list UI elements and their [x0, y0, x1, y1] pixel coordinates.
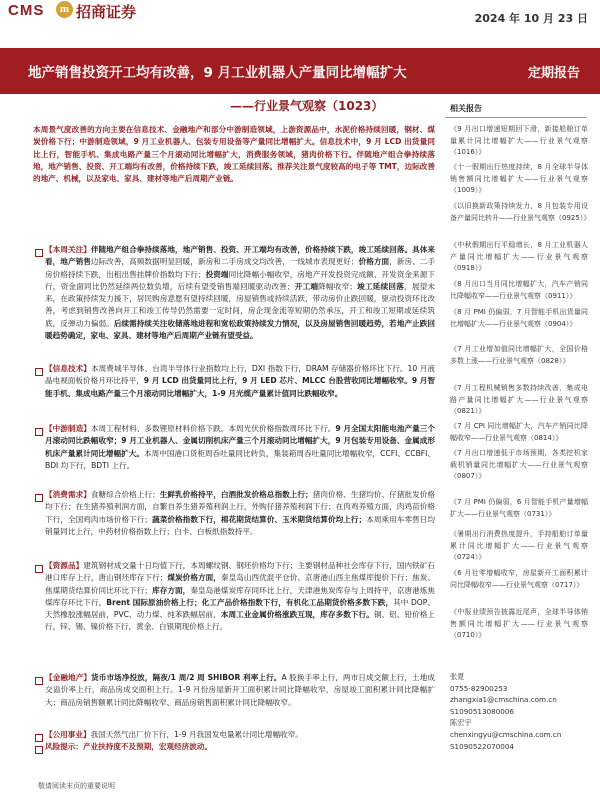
- section-text: 我国天然气出厂价下行，1-9 月我国发电量累计同比增幅收窄。: [90, 730, 303, 739]
- section-text: 猪肉价格、生猪均价、仔猪批发价格均下行；在生猪养殖利润方面，自繁自养生猪养殖利润上行，外购仔猪养殖利润下行；在肉鸡养殖方面，肉鸡苗价格下行，全国鸡肉市场价格下行；: [45, 490, 436, 524]
- summary-paragraph: 本周景气度改善的方向主要在信息技术、金融地产和部分中游制造领域，上游资源品中，水泥价格持续回暖，钢材、煤炭价格下行；中游制造领域，9 月工业机器人、包装专用设备等产量同比增幅扩大。信息技术中，9 月 LCD 出货量同比上行，智能手机、集成电路产量三个月滚动同比增幅扩大，消费服务领域，猪肉价格下行。伴随地产组合拳持续落地，地产销售、投资、开工端均有改善，价格持续下跌，竣工延续回落。推荐关注景气度较高的电子等 TMT，边际改善的地产、机械，以及家电、家具、建材等地产后周期产业链。: [33, 125, 435, 184]
- section-text: 降幅收窄；: [318, 281, 357, 291]
- section-emphasis: 开工端: [294, 281, 319, 291]
- section-text: 本周费城半导体、台湾半导体行业指数均上行，DXI 指数下行，DRAM 存储器价格环比下行。10 月液晶电视面板价格月环比持平，: [45, 364, 435, 386]
- section-text: 本周乘用车零售日均销量同比上行，中药材价格指数上行；白卡、白板纸指数持平。: [45, 514, 436, 536]
- section-focus: [33, 244, 435, 342]
- logo-mark-icon: m: [56, 1, 73, 18]
- section-text: ，新房、二手房价格持续下跌，出租出售挂牌价指数均下行；: [45, 257, 436, 279]
- related-reports-heading: 相关报告: [450, 104, 482, 113]
- section-emphasis: 9 月 LCD 出货量同比上行，9 月 LED 芯片、MLCC 台股营收同比增幅收窄。9 月智能手机、集成电路产量三个月滚动同比增幅扩大，1-9 月光缆产量累计值同比跌幅收窄。: [45, 376, 435, 398]
- section-text: 本周工程材料、多数锂原材料价格下跌。本周光伏价格指数周环比下行。: [90, 424, 336, 433]
- section-text: 秦皇岛港煤炭库存同环比上行，天津港焦炭库存与上周持平，京唐港炼焦煤库存环比下行，: [45, 585, 436, 607]
- analyst-phone: 0755-82900253: [450, 683, 508, 693]
- section-emphasis: 货币市场净投放，隔夜/1 周/2 周 SHIBOR 利率上行。: [91, 673, 282, 682]
- section-tag: 【消费需求】: [45, 490, 91, 499]
- report-title: 地产销售投资开工均有改善，9 月工业机器人产量同比增幅扩大: [28, 65, 407, 81]
- section-emphasis: 价格方面: [358, 257, 390, 267]
- related-report-link[interactable]: 《8 月出口当月同比增幅扩大，汽车产销同比降幅收窄——行业景气观察（0911）》: [450, 280, 588, 300]
- section-consumption: [33, 489, 435, 538]
- section-emphasis: 投资端: [205, 269, 229, 279]
- related-report-link[interactable]: 《7 月 CPI 同比增幅扩大，汽车产销同比降幅收窄——行业景气观察（0814）》: [450, 422, 588, 442]
- section-text: 其中 DOP、天然橡胶涨幅居前，PVC、动力煤、纯苯跌幅居前，: [45, 597, 436, 620]
- section-tag: 【金融地产】: [45, 673, 92, 682]
- analyst-name: 陈宏宇: [450, 718, 472, 728]
- analyst-email[interactable]: chenxingyu@cmschina.com.cn: [450, 729, 562, 739]
- related-report-link[interactable]: 《7 月 PMI 仍偏弱，6 月智能手机产量增幅扩大——行业景气观察（0731）》: [450, 498, 588, 518]
- section-emphasis: 竣工延续回落: [356, 281, 405, 291]
- section-midstream: [33, 423, 435, 472]
- risk-text: 产业扶持度不及预期，宏观经济波动。: [82, 742, 213, 751]
- section-emphasis: 生鲜乳价格持平，白酒批发价格总指数上行；: [159, 490, 313, 499]
- section-text: 建筑钢材成交量十日均值下行，本周螺纹钢、钢坯价格均下行；主要钢材品种社会库存下行，国内铁矿石港口库存上行，唐山钢坯库存下行；: [45, 561, 436, 583]
- section-lead: 伴随地产组合拳持续落地，地产销售、投资、开工端均有改善，价格持续下跌，竣工延续回落。具体来看，地产销售: [45, 245, 435, 267]
- section-text: 边际改善，高频数据明显回暖，新房和二手房成交均改善，一线城市表现更好；: [90, 257, 359, 267]
- report-series: ——行业景气观察（1023）: [230, 99, 384, 113]
- section-resources: [33, 560, 435, 634]
- section-tag: 【资源品】: [45, 561, 84, 570]
- section-emphasis: 煤炭价格方面，: [167, 573, 221, 583]
- analyst-license: S1090513080006: [450, 706, 515, 716]
- related-report-link[interactable]: 《9 月出口增速短期回下滑，新接船舶订单量累计同比增幅扩大——行业景气观察（1016）》: [450, 125, 588, 157]
- related-report-link[interactable]: 《7 月工程机械销售多数持续改善，集成电路产量同比增幅扩大——行业景气观察（0821）》: [450, 384, 588, 416]
- section-text: A 股换手率上行，两市日成交额上行，土地成交溢价率上行，商品房成交面积上行。1-9 月份房屋新开工面积累计同比降幅收窄，房屋竣工面积累计同比降幅扩大；商品房销售额累计同比降幅收窄、商品房销售面积累计同比降幅收窄。: [45, 673, 435, 707]
- risk-warning: [33, 741, 435, 753]
- section-emphasis: 9 月全国太阳能电池产量三个月滚动同比跌幅收窄；9 月工业机器人、金属切削机床产量三个月滚动同比增幅扩大，9 月包装专用设备、金属成形机床产量累计同比增幅扩大。: [45, 424, 435, 458]
- section-tag: 【信息技术】: [45, 364, 91, 373]
- section-emphasis: 后续需持续关注收储落地进程和宽松政策持续发力情况，以及房屋销售回暖趋势，若地产止跌回暖趋势确定，家电、家具、建材等地产后周期产业链有望受益。: [45, 318, 436, 341]
- section-emphasis: 蔬菜价格指数下行，棉花期货结算价、玉米期货结算价均上行；: [152, 514, 367, 524]
- section-emphasis: 本周工业金属价格涨跌互现，库存多数下行。: [220, 610, 374, 620]
- section-tag: 【本周关注】: [45, 245, 91, 254]
- related-report-link[interactable]: 《十一假期出行热度持续，8 月全球半导体销售额同比增幅扩大——行业景气观察（1009）》: [450, 163, 588, 195]
- sidebar-divider: [445, 117, 587, 118]
- related-report-link[interactable]: 《6 月社零增幅收窄，房屋新开工面积累计同比降幅收窄——行业景气观察（0717）》: [450, 569, 588, 589]
- cms-logo: [0, 0, 140, 22]
- section-text: 秦皇岛山西优混平仓价、京唐港山西主焦煤库提价下行；焦炭、焦煤期货结算价同比环比下行；: [45, 573, 436, 595]
- related-report-link[interactable]: 《中秋假期出行平稳增长，8 月工业机器人产量同比增幅扩大——行业景气观察（0918）》: [450, 241, 588, 273]
- logo-text: CMS: [8, 2, 45, 19]
- related-report-link[interactable]: 《中报业绩预告披露近尾声，全球半导体销售额同比增幅扩大——行业景气观察（0710）》: [450, 608, 588, 640]
- analyst-contacts: [450, 671, 590, 752]
- analyst-name: 张夏: [450, 672, 465, 681]
- report-type: 定期报告: [527, 66, 580, 81]
- related-report-link[interactable]: 《8 月 PMI 仍偏弱，7 月智能手机出货量同比增幅扩大——行业景气观察（0904）》: [450, 308, 588, 328]
- analyst-license: S1090522070004: [450, 741, 515, 751]
- section-text: 同比降幅小幅收窄，房地产开发投资完成额、开发资金来源下行，资金面同比仍然延续两位数负增，后续有望受销售端回暖驱动改善；: [45, 269, 436, 291]
- section-text: ，展望未来，在政策持续发力援下，居民购房意愿有望持续回暖，房屋销售或持续活跃，带动房价止跌回暖，驱动投资环比改善，考虑到销售改善向开工和竣工传导仍然需要一定时间，房企现金流等短期仍然承压，开工和竣工短期或延续筑底，反弹动力偏弱。: [45, 281, 436, 328]
- section-tag: 【公用事业】: [45, 730, 91, 739]
- section-emphasis: Brent 国际原油价格上行；化工产品价格指数下行，有机化工品期货价格多数下跌，: [106, 597, 394, 607]
- related-report-link[interactable]: 《暑期出行消费热度提升，手持船舶订单量累计同比增幅扩大——行业景气观察（0724）》: [450, 530, 588, 562]
- section-emphasis: 库存方面，: [152, 585, 191, 595]
- section-utilities: [33, 729, 435, 741]
- footer-disclaimer: 敬请阅读末页的重要说明: [38, 782, 115, 790]
- section-text: 本周中国港口货柜周吞吐量同比转负，集装箱周吞吐量同比增幅收窄，CCFI、CCBFI、BDI 均下行，BDTI 上行。: [45, 448, 435, 470]
- logo-company-name: 招商证券: [76, 3, 137, 21]
- section-it: [33, 363, 435, 400]
- related-report-link[interactable]: 《以旧换新政策持续发力，8 月包装专用设备产量同比转升——行业景气观察（0925）》: [450, 202, 591, 222]
- section-tag: 风险提示：: [45, 742, 83, 751]
- analyst-email[interactable]: zhangxia1@cmschina.com.cn: [450, 695, 557, 705]
- section-text: 食糖综合价格上行；: [90, 490, 160, 499]
- section-text: 铜、铝、铅价格上行，锌、锡、镍价格下行，黄金、白银期现价格上行。: [45, 610, 435, 632]
- report-date: 2024 年 10 月 23 日: [474, 12, 588, 25]
- section-tag: 【中游制造】: [45, 424, 91, 433]
- related-report-link[interactable]: 《7 月工业增加值同比增幅扩大，全国价格多数上涨——行业景气观察（0828）》: [450, 345, 588, 365]
- section-finance: [33, 672, 435, 709]
- related-report-link[interactable]: 《7 月出口增速低于市场预期，各类挖机家载机销量同比增幅扩大——行业景气观察（0807）》: [450, 449, 588, 481]
